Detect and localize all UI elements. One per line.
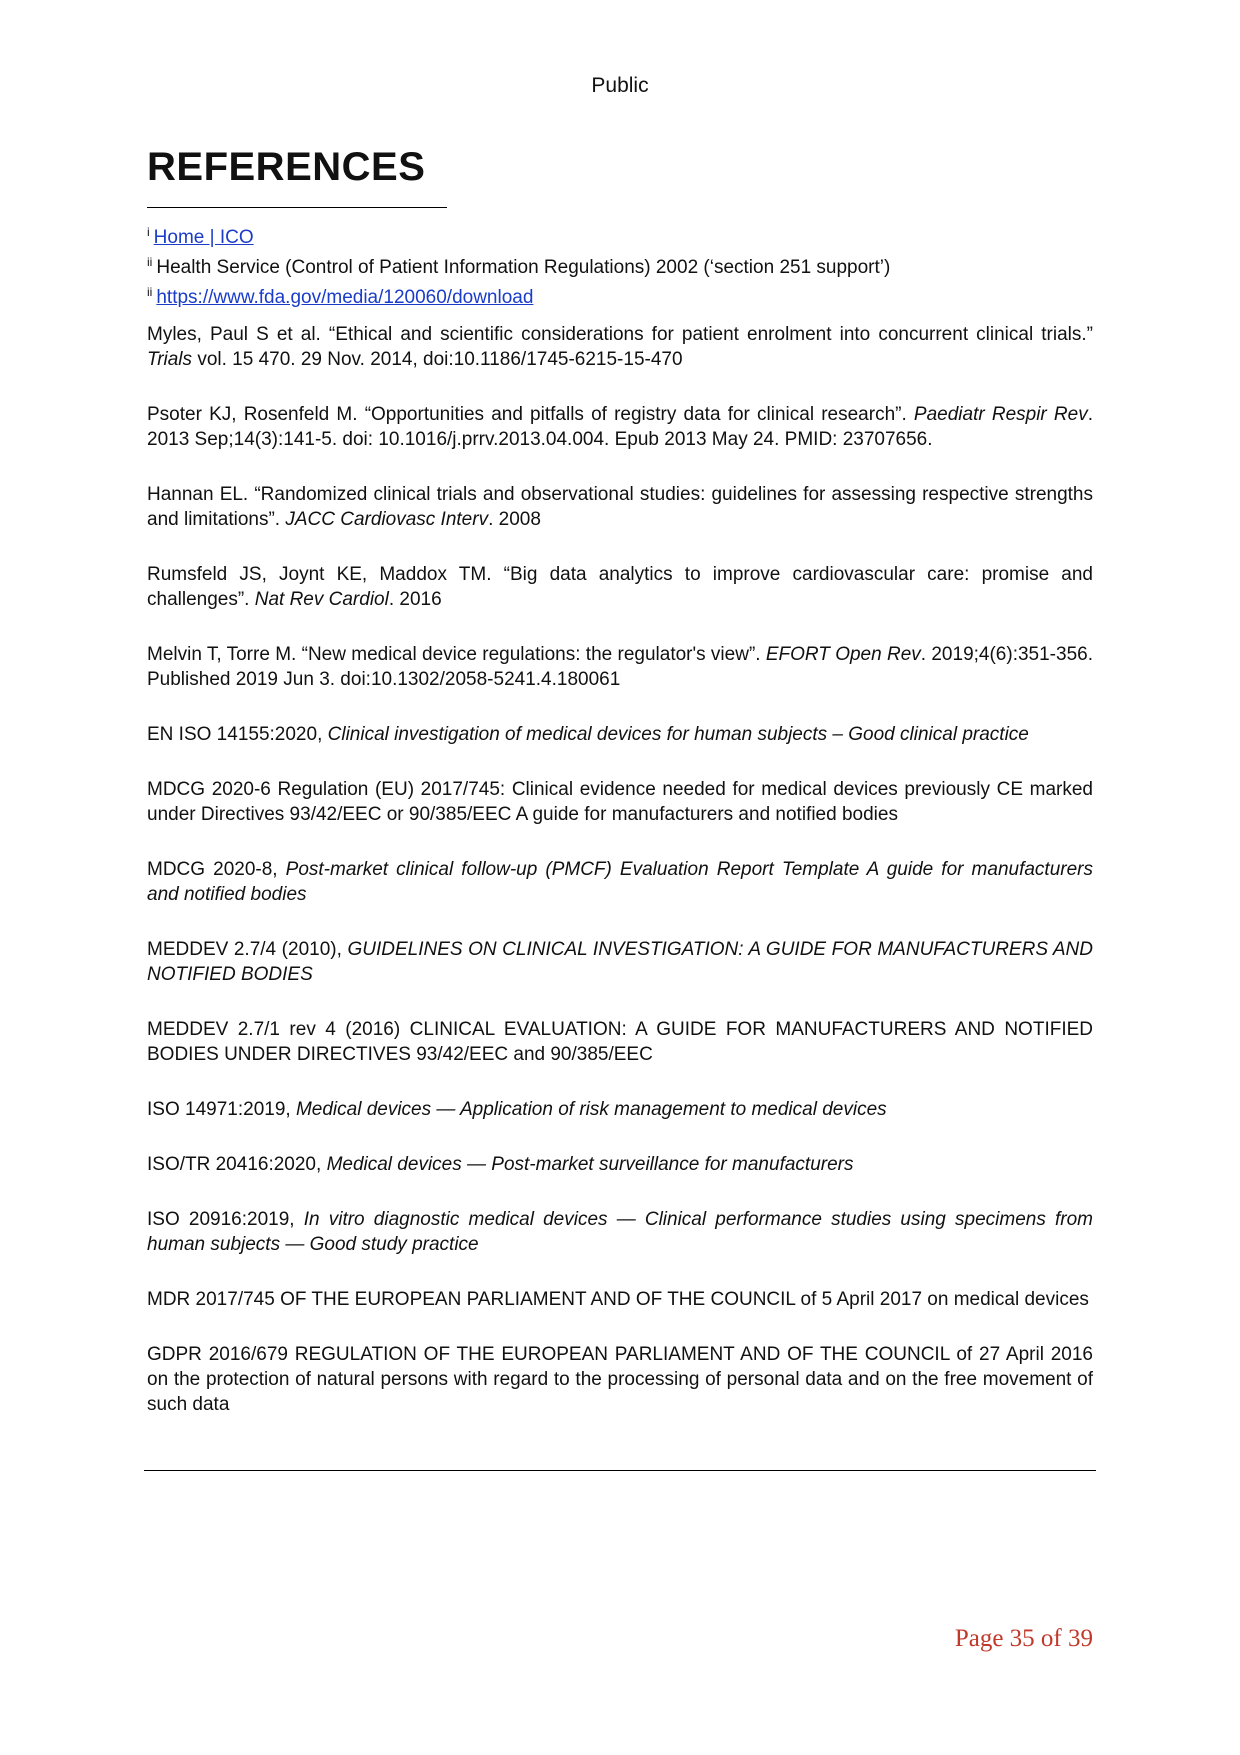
reference-text: . 2019;4(6):351-356. Published 2019 Jun 3. doi:10.1302/2058-5241.4.180061 bbox=[147, 644, 1093, 690]
reference-title-italic: Clinical investigation of medical devices for human subjects – Good clinical practice bbox=[327, 724, 1029, 745]
page-title: REFERENCES bbox=[147, 145, 426, 189]
footnote-marker: i bbox=[147, 225, 150, 239]
reference-item bbox=[147, 322, 1093, 372]
reference-text: GDPR 2016/679 REGULATION OF THE EUROPEAN PARLIAMENT AND OF THE COUNCIL of 27 April 2016 on the protection of natural persons with regard to the processing of personal data and on the free movement of such data bbox=[147, 1344, 1093, 1415]
reference-item bbox=[147, 1017, 1093, 1067]
reference-title-italic: Post-market clinical follow-up (PMCF) Evaluation Report Template A guide for manufacturers and notified bodies bbox=[147, 859, 1093, 905]
classification-label: Public bbox=[591, 74, 649, 97]
reference-item bbox=[147, 1152, 1093, 1177]
reference-text: MDCG 2020-8, bbox=[147, 859, 286, 880]
reference-item bbox=[147, 1207, 1093, 1257]
reference-item bbox=[147, 1097, 1093, 1122]
reference-text: Hannan EL. “Randomized clinical trials and observational studies: guidelines for assessing respective strengths and limitations”. bbox=[147, 484, 1093, 530]
reference-item bbox=[147, 1342, 1093, 1417]
footer-divider bbox=[144, 1470, 1096, 1471]
footnote-link-fda[interactable]: https://www.fda.gov/media/120060/download bbox=[156, 287, 534, 308]
reference-text: MDR 2017/745 OF THE EUROPEAN PARLIAMENT AND OF THE COUNCIL of 5 April 2017 on medical devices bbox=[147, 1289, 1089, 1310]
reference-text: vol. 15 470. 29 Nov. 2014, doi:10.1186/1745-6215-15-470 bbox=[192, 349, 683, 370]
reference-text: Myles, Paul S et al. “Ethical and scientific considerations for patient enrolment into concurrent clinical trials.” bbox=[147, 324, 1093, 345]
reference-item bbox=[147, 777, 1093, 827]
reference-text: MDCG 2020-6 Regulation (EU) 2017/745: Clinical evidence needed for medical devices previously CE marked under Directives 93/42/EEC or 90/385/EEC A guide for manufacturers and notified bodies bbox=[147, 779, 1093, 825]
page-number: Page 35 of 39 bbox=[954, 1625, 1093, 1652]
footnote-item bbox=[147, 280, 1097, 310]
footnote-link-ico[interactable]: Home | ICO bbox=[153, 227, 254, 248]
reference-text: . 2013 Sep;14(3):141-5. doi: 10.1016/j.prrv.2013.04.004. Epub 2013 May 24. PMID: 23707656. bbox=[147, 404, 1093, 450]
reference-title-italic: Medical devices — Application of risk management to medical devices bbox=[295, 1099, 887, 1120]
reference-item bbox=[147, 857, 1093, 907]
reference-text: . 2016 bbox=[388, 589, 442, 610]
footnote-marker: ii bbox=[147, 285, 153, 299]
reference-title-italic: JACC Cardiovasc Interv bbox=[285, 509, 489, 530]
reference-title-italic: Trials bbox=[147, 349, 193, 370]
reference-text: MEDDEV 2.7/1 rev 4 (2016) CLINICAL EVALUATION: A GUIDE FOR MANUFACTURERS AND NOTIFIED BODIES UNDER DIRECTIVES 93/42/EEC and 90/385/EEC bbox=[147, 1019, 1093, 1065]
reference-title-italic: In vitro diagnostic medical devices — Clinical performance studies using specimens from human subjects — Good study practice bbox=[147, 1209, 1093, 1255]
footnotes bbox=[147, 220, 1097, 310]
reference-text: Melvin T, Torre M. “New medical device regulations: the regulator's view”. bbox=[147, 644, 766, 665]
footnote-separator bbox=[147, 207, 447, 208]
reference-text: Psoter KJ, Rosenfeld M. “Opportunities and pitfalls of registry data for clinical research”. bbox=[147, 404, 914, 425]
footnote-item bbox=[147, 220, 1097, 250]
reference-text: . 2008 bbox=[488, 509, 541, 530]
footnote-text: Health Service (Control of Patient Information Regulations) 2002 (‘section 251 support’) bbox=[156, 257, 891, 278]
reference-title-italic: GUIDELINES ON CLINICAL INVESTIGATION: A GUIDE FOR MANUFACTURERS AND NOTIFIED BODIES bbox=[147, 939, 1093, 985]
reference-item bbox=[147, 562, 1093, 612]
reference-item bbox=[147, 722, 1093, 747]
reference-text: MEDDEV 2.7/4 (2010), bbox=[147, 939, 348, 960]
reference-item bbox=[147, 1287, 1093, 1312]
footnote-marker: ii bbox=[147, 255, 153, 269]
reference-list bbox=[147, 322, 1093, 1447]
reference-title-italic: Nat Rev Cardiol bbox=[254, 589, 389, 610]
reference-item bbox=[147, 642, 1093, 692]
reference-title-italic: EFORT Open Rev bbox=[765, 644, 921, 665]
reference-text: EN ISO 14155:2020, bbox=[147, 724, 328, 745]
reference-text: ISO/TR 20416:2020, bbox=[147, 1154, 327, 1175]
reference-text: ISO 20916:2019, bbox=[147, 1209, 304, 1230]
reference-title-italic: Paediatr Respir Rev bbox=[913, 404, 1088, 425]
footnote-item bbox=[147, 250, 1097, 280]
reference-text: Rumsfeld JS, Joynt KE, Maddox TM. “Big data analytics to improve cardiovascular care: promise and challenges”. bbox=[147, 564, 1093, 610]
reference-text: ISO 14971:2019, bbox=[147, 1099, 296, 1120]
reference-item bbox=[147, 937, 1093, 987]
reference-item bbox=[147, 482, 1093, 532]
reference-title-italic: Medical devices — Post-market surveillance for manufacturers bbox=[326, 1154, 854, 1175]
reference-item bbox=[147, 402, 1093, 452]
